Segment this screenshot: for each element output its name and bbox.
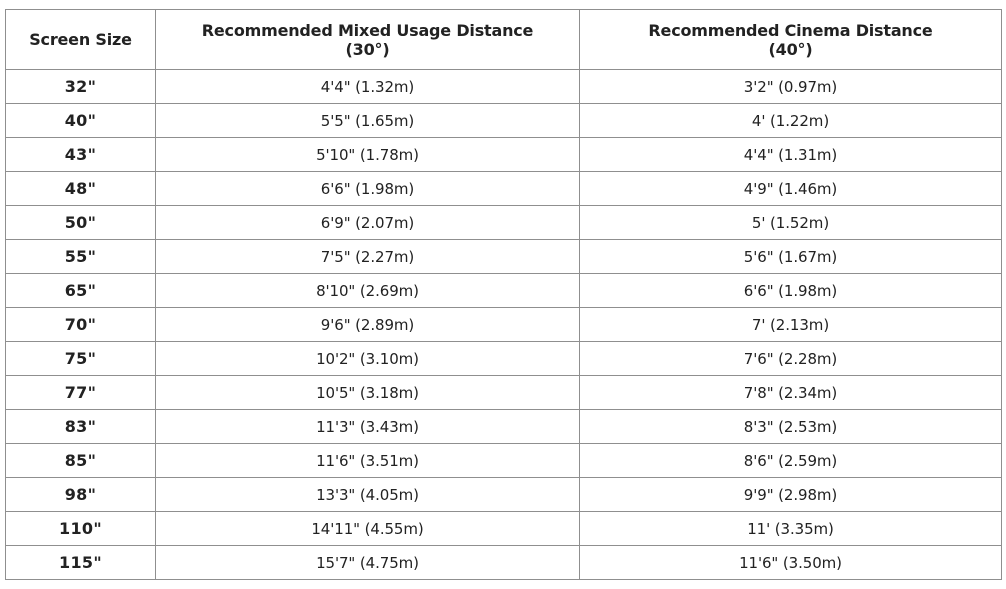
cinema-distance-cell: 7'6" (2.28m) [580,342,1002,376]
table-row [6,512,1002,546]
mixed-usage-distance-cell: 8'10" (2.69m) [156,274,580,308]
mixed-usage-distance-cell: 7'5" (2.27m) [156,240,580,274]
table-row [6,308,1002,342]
screen-size-cell: 98" [6,478,156,512]
mixed-usage-distance-cell: 10'5" (3.18m) [156,376,580,410]
header-cinema-angle: (40°) [768,39,813,59]
screen-size-cell: 75" [6,342,156,376]
mixed-usage-distance-cell: 10'2" (3.10m) [156,342,580,376]
viewing-distance-table [5,9,1002,580]
mixed-usage-distance-cell: 11'3" (3.43m) [156,410,580,444]
mixed-usage-distance-cell: 15'7" (4.75m) [156,546,580,580]
header-mixed-usage-angle: (30°) [345,39,390,59]
header-screen-size [6,10,156,70]
cinema-distance-cell: 11' (3.35m) [580,512,1002,546]
screen-size-cell: 65" [6,274,156,308]
table-row [6,478,1002,512]
cinema-distance-cell: 8'6" (2.59m) [580,444,1002,478]
cinema-distance-cell: 7'8" (2.34m) [580,376,1002,410]
header-screen-size-label: Screen Size [29,30,132,49]
distance-table-container [5,9,1002,580]
screen-size-cell: 50" [6,206,156,240]
cinema-distance-cell: 4'9" (1.46m) [580,172,1002,206]
screen-size-cell: 77" [6,376,156,410]
mixed-usage-distance-cell: 13'3" (4.05m) [156,478,580,512]
mixed-usage-distance-cell: 11'6" (3.51m) [156,444,580,478]
mixed-usage-distance-cell: 9'6" (2.89m) [156,308,580,342]
screen-size-cell: 85" [6,444,156,478]
header-cinema-title: Recommended Cinema Distance [648,20,933,40]
cinema-distance-cell: 4' (1.22m) [580,104,1002,138]
cinema-distance-cell: 3'2" (0.97m) [580,70,1002,104]
mixed-usage-distance-cell: 5'10" (1.78m) [156,138,580,172]
table-row [6,274,1002,308]
cinema-distance-cell: 6'6" (1.98m) [580,274,1002,308]
cinema-distance-cell: 9'9" (2.98m) [580,478,1002,512]
table-row [6,410,1002,444]
screen-size-cell: 43" [6,138,156,172]
table-row [6,240,1002,274]
table-row [6,70,1002,104]
cinema-distance-cell: 4'4" (1.31m) [580,138,1002,172]
mixed-usage-distance-cell: 14'11" (4.55m) [156,512,580,546]
table-row [6,444,1002,478]
table-body [6,70,1002,580]
table-row [6,172,1002,206]
table-row [6,138,1002,172]
cinema-distance-cell: 11'6" (3.50m) [580,546,1002,580]
cinema-distance-cell: 5'6" (1.67m) [580,240,1002,274]
screen-size-cell: 48" [6,172,156,206]
screen-size-cell: 40" [6,104,156,138]
table-header [6,10,1002,70]
table-row [6,206,1002,240]
table-row [6,376,1002,410]
mixed-usage-distance-cell: 6'9" (2.07m) [156,206,580,240]
mixed-usage-distance-cell: 6'6" (1.98m) [156,172,580,206]
screen-size-cell: 32" [6,70,156,104]
header-row [6,10,1002,70]
screen-size-cell: 55" [6,240,156,274]
cinema-distance-cell: 7' (2.13m) [580,308,1002,342]
header-cinema-distance [580,10,1002,70]
table-row [6,546,1002,580]
screen-size-cell: 110" [6,512,156,546]
screen-size-cell: 83" [6,410,156,444]
screen-size-cell: 70" [6,308,156,342]
screen-size-cell: 115" [6,546,156,580]
mixed-usage-distance-cell: 4'4" (1.32m) [156,70,580,104]
header-mixed-usage-distance [156,10,580,70]
cinema-distance-cell: 5' (1.52m) [580,206,1002,240]
header-mixed-usage-title: Recommended Mixed Usage Distance [201,20,534,40]
table-row [6,342,1002,376]
table-row [6,104,1002,138]
cinema-distance-cell: 8'3" (2.53m) [580,410,1002,444]
mixed-usage-distance-cell: 5'5" (1.65m) [156,104,580,138]
